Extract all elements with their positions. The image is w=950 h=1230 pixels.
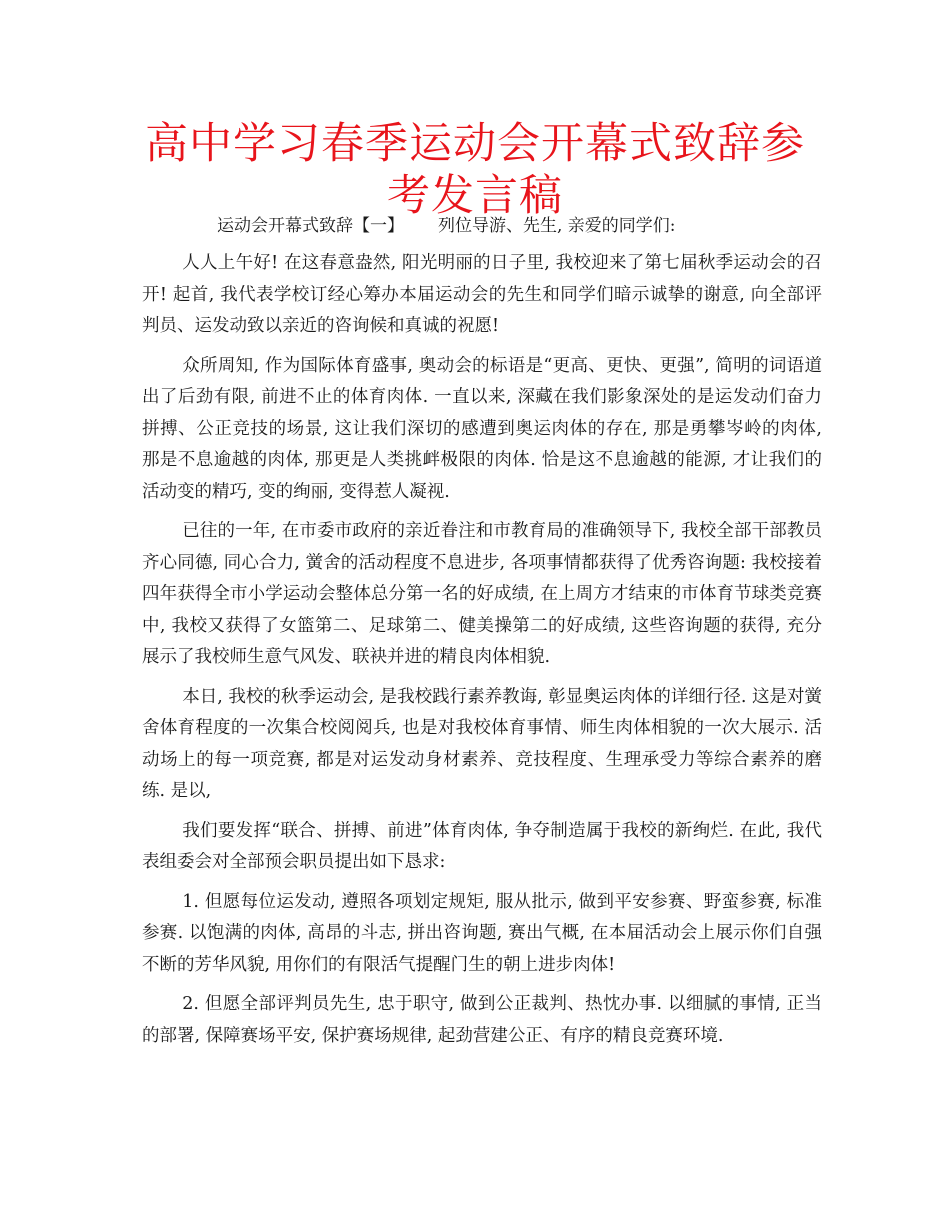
document-title: 高中学习春季运动会开幕式致辞参考发言稿 (145, 119, 805, 221)
document-body (142, 248, 822, 1060)
paragraph: 人人上午好! 在这春意盎然, 阳光明丽的日子里, 我校迎来了第七届秋季运动会的召开! 起首, 我代表学校订经心筹办本届运动会的先生和同学们暗示诚挚的谢意, 向全部评判员、运发动致以亲近的咨询候和真诚的祝愿! (142, 253, 822, 336)
paragraph: 2. 但愿全部评判员先生, 忠于职守, 做到公正裁判、热忱办事. 以细腻的事情, 正当的部署, 保障赛场平安, 保护赛场规律, 起劲营建公正、有序的精良竞赛环境. (142, 994, 822, 1046)
paragraph: 众所周知, 作为国际体育盛事, 奥动会的标语是“更高、更快、更强”, 简明的词语道出了后劲有限, 前进不止的体育肉体. 一直以来, 深藏在我们影象深处的是运发动们奋力拼搏、公正竞技的场景, 这让我们深切的感遭到奥运肉体的存在, 那是勇攀岑岭的肉体, 那是不息逾越的肉体, 那更是人类挑衅极限的肉体. 恰是这不息逾越的能源, 才让我们的活动变的精巧, 变的绚丽, 变得惹人凝视. (142, 355, 822, 502)
greeting: 列位导游、先生, 亲爱的同学们: (438, 216, 676, 236)
paragraph: 已往的一年, 在市委市政府的亲近眷注和市教育局的准确领导下, 我校全部干部教员齐心同德, 同心合力, 黉舍的活动程度不息进步, 各项事情都获得了优秀咨询题: 我校接着四年获得全市小学运动会整体总分第一名的好成绩, 在上周方才结束的市体育节球类竞赛中, 我校又获得了女篮第二、足球第二、健美操第二的好成绩, 这些咨询题的获得, 充分展示了我校师生意气风发、联袂并进的精良肉体相貌. (142, 521, 822, 667)
paragraph: 我们要发挥“联合、拼搏、前进”体育肉体, 争夺制造属于我校的新绚烂. 在此, 我代表组委会对全部预会职员提出如下恳求: (142, 820, 822, 872)
section-label: 运动会开幕式致辞【一】 (217, 216, 404, 236)
intro-line (217, 214, 676, 238)
paragraph: 本日, 我校的秋季运动会, 是我校践行素养教诲, 彰显奥运肉体的详细行径. 这是对黉舍体育程度的一次集合校阅阅兵, 也是对我校体育事情、师生肉体相貌的一次大展示. 活动场上的每一项竞赛, 都是对运发动身材素养、竞技程度、生理承受力等综合素养的磨练. 是以, (142, 686, 822, 801)
paragraph: 1. 但愿每位运发动, 遵照各项划定规矩, 服从批示, 做到平安参赛、野蛮参赛, 标准参赛. 以饱满的肉体, 高昂的斗志, 拼出咨询题, 赛出气概, 在本届活动会上展示你们自强不断的芳华风貌, 用你们的有限活气提醒门生的朝上进步肉体! (142, 891, 822, 975)
